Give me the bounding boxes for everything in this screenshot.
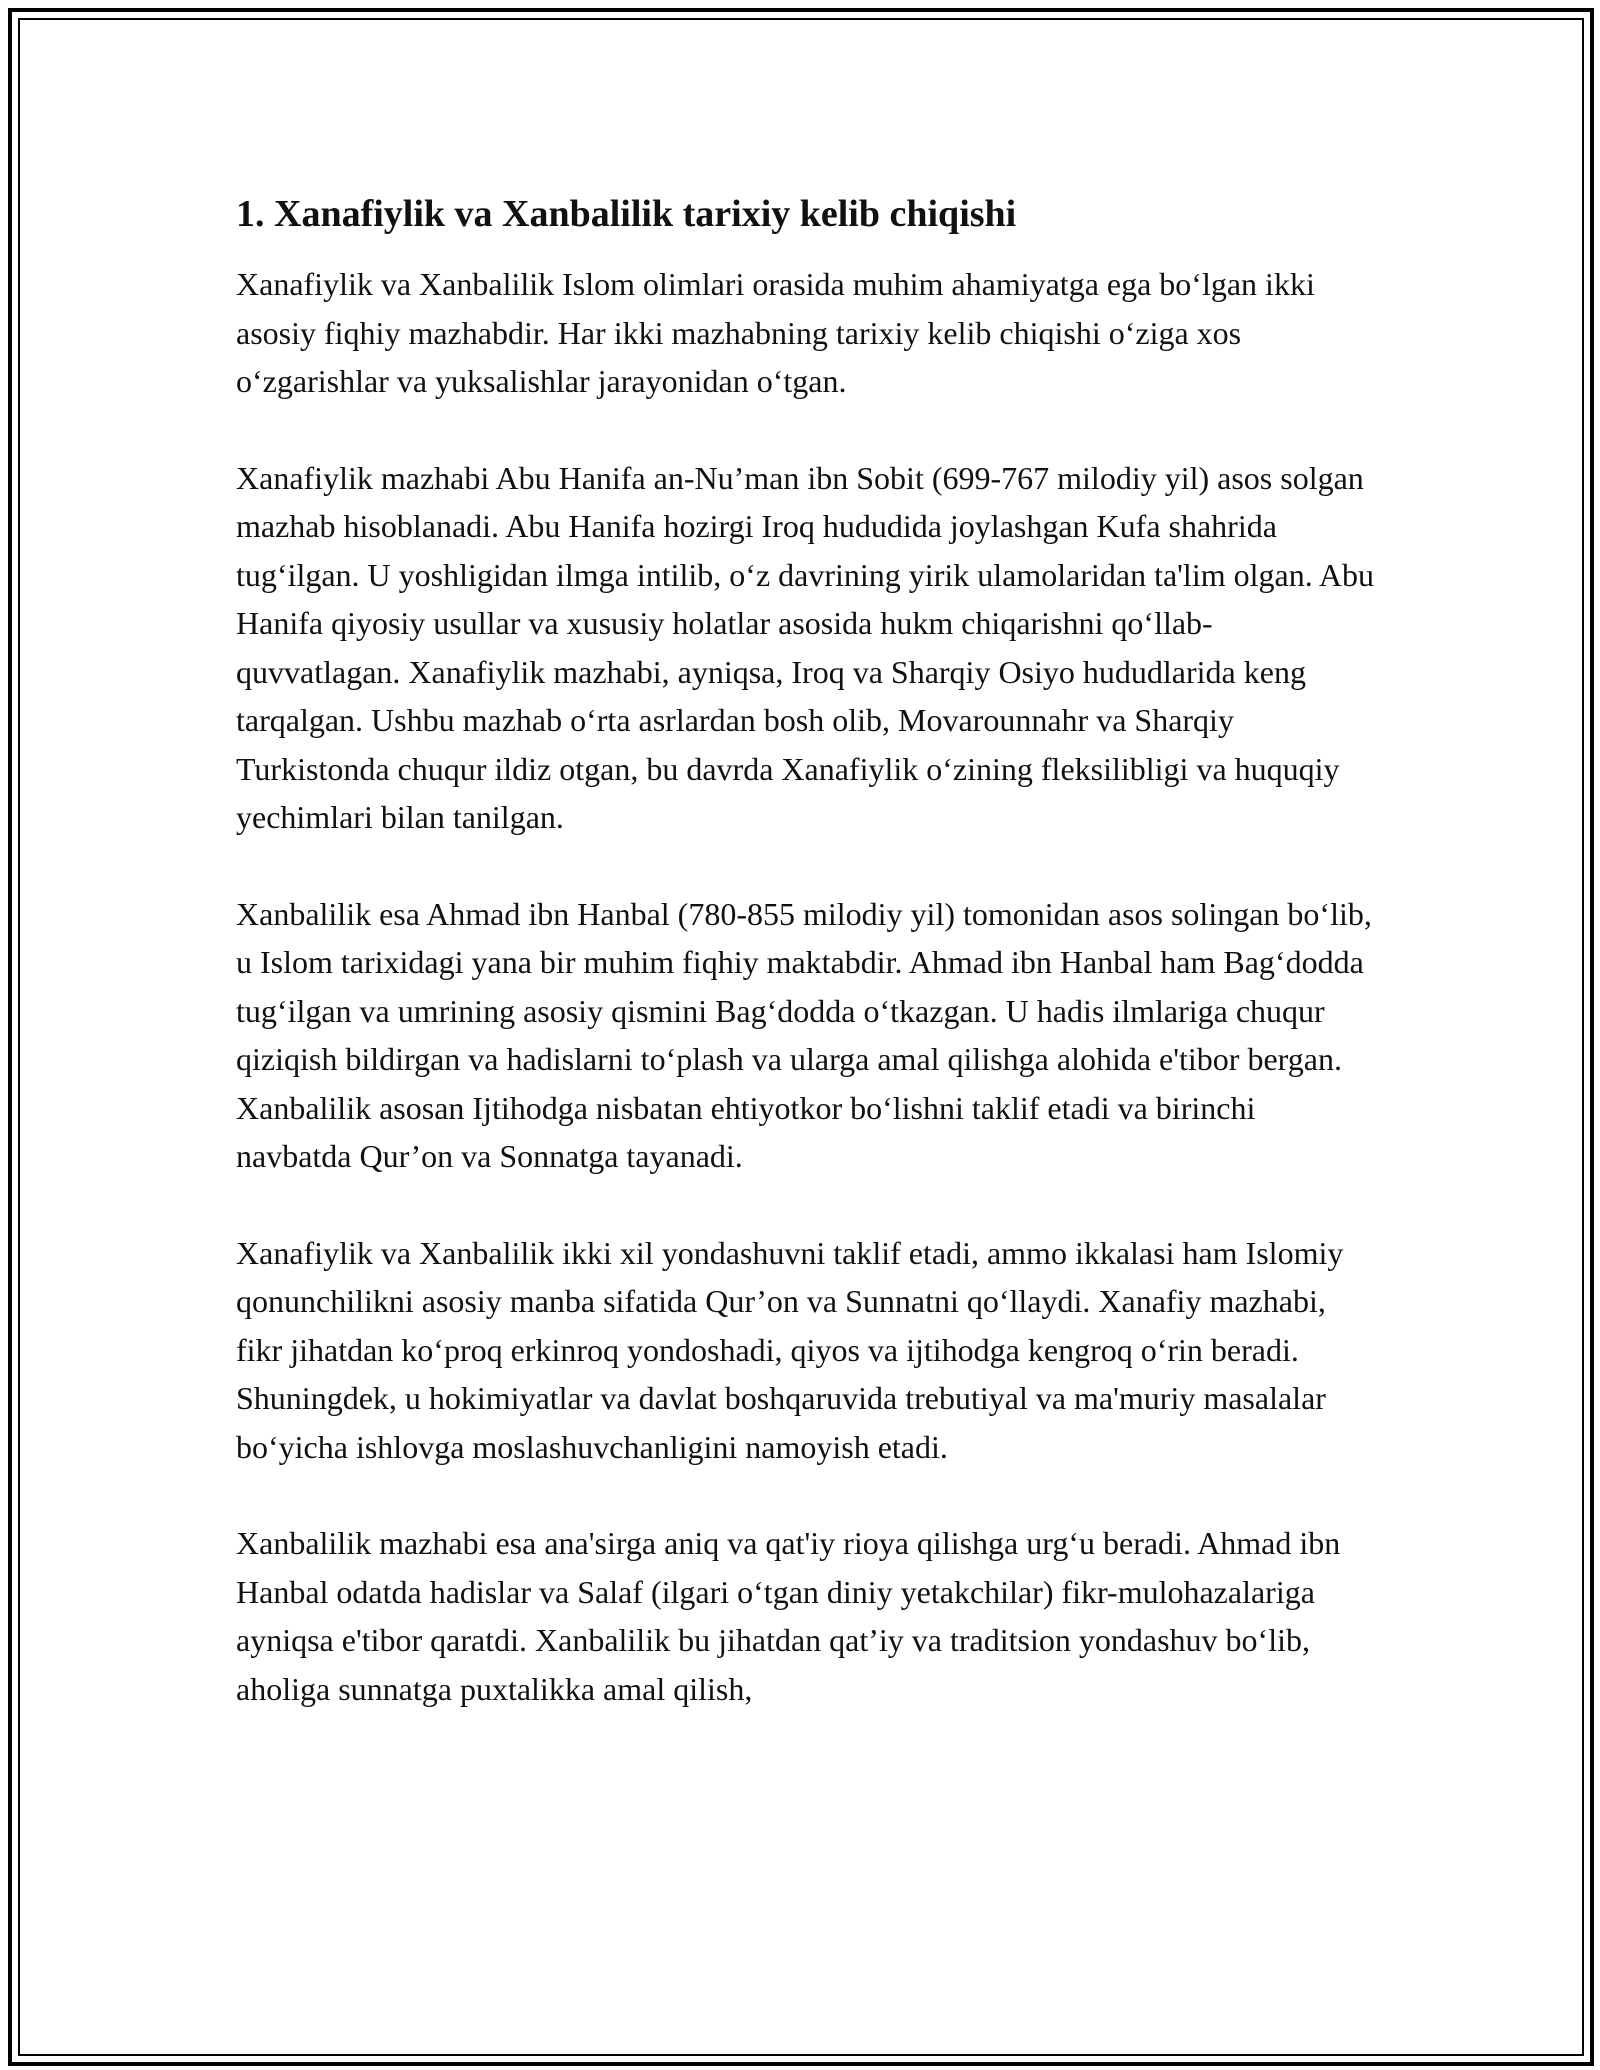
document-body (236, 188, 1376, 1761)
paragraph-hanafi: Xanafiylik mazhabi Abu Hanifa an-Nu’man ibn Sobit (699-767 milodiy yil) asos solgan mazhab hisoblanadi. Abu Hanifa hozirgi Iroq hududida joylashgan Kufa shahrida tug‘ilgan. U yoshligidan ilmga intilib, o‘z davrining yirik ulamolaridan ta'lim olgan. Abu Hanifa qiyosiy usullar va xususiy holatlar asosida hukm chiqarishni qo‘llab-quvvatlagan. Xanafiylik mazhabi, ayniqsa, Iroq va Sharqiy Osiyo hududlarida keng tarqalgan. Ushbu mazhab o‘rta asrlardan bosh olib, Movarounnahr va Sharqiy Turkistonda chuqur ildiz otgan, bu davrda Xanafiylik o‘zining fleksilibligi va huquqiy yechimlari bilan tanilgan. (236, 459, 1375, 835)
paragraph-comparison: Xanafiylik va Xanbalilik ikki xil yondashuvni taklif etadi, ammo ikkalasi ham Islomiy qonunchilikni asosiy manba sifatida Qur’on va Sunnatni qo‘llaydi. Xanafiy mazhabi, fikr jihatdan ko‘proq erkinroq yondoshadi, qiyos va ijtihodga kengroq o‘rin beradi. Shuningdek, u hokimiyatlar va davlat boshqaruvida trebutiyal va ma'muriy masalalar bo‘yicha ishlovga moslashuvchanligini namoyish etadi. (236, 1234, 1344, 1465)
section-heading: 1. Xanafiylik va Xanbalilik tarixiy kelib chiqishi (236, 193, 1017, 235)
paragraph-intro: Xanafiylik va Xanbalilik Islom olimlari orasida muhim ahamiyatga ega bo‘lgan ikki asosiy fiqhiy mazhabdir. Har ikki mazhabning tarixiy kelib chiqishi o‘ziga xos o‘zgarishlar va yuksalishlar jarayonidan o‘tgan. (236, 266, 1315, 399)
paragraph-hanbali: Xanbalilik esa Ahmad ibn Hanbal (780-855 milodiy yil) tomonidan asos solingan bo‘lib, u Islom tarixidagi yana bir muhim fiqhiy maktabdir. Ahmad ibn Hanbal ham Bag‘dodda tug‘ilgan va umrining asosiy qismini Bag‘dodda o‘tkazgan. U hadis ilmlariga chuqur qiziqish bildirgan va hadislarni to‘plash va ularga amal qilishga alohida e'tibor bergan. Xanbalilik asosan Ijtihodga nisbatan ehtiyotkor bo‘lishni taklif etadi va birinchi navbatda Qur’on va Sonnatga tayanadi. (236, 895, 1372, 1174)
paragraph-hanbali-approach: Xanbalilik mazhabi esa ana'sirga aniq va qat'iy rioya qilishga urg‘u beradi. Ahmad ibn Hanbal odatda hadislar va Salaf (ilgari o‘tgan diniy yetakchilar) fikr-mulohazalariga ayniqsa e'tibor qaratdi. Xanbalilik bu jihatdan qat’iy va traditsion yondashuv bo‘lib, aholiga sunnatga puxtalikka amal qilish, (236, 1525, 1341, 1707)
